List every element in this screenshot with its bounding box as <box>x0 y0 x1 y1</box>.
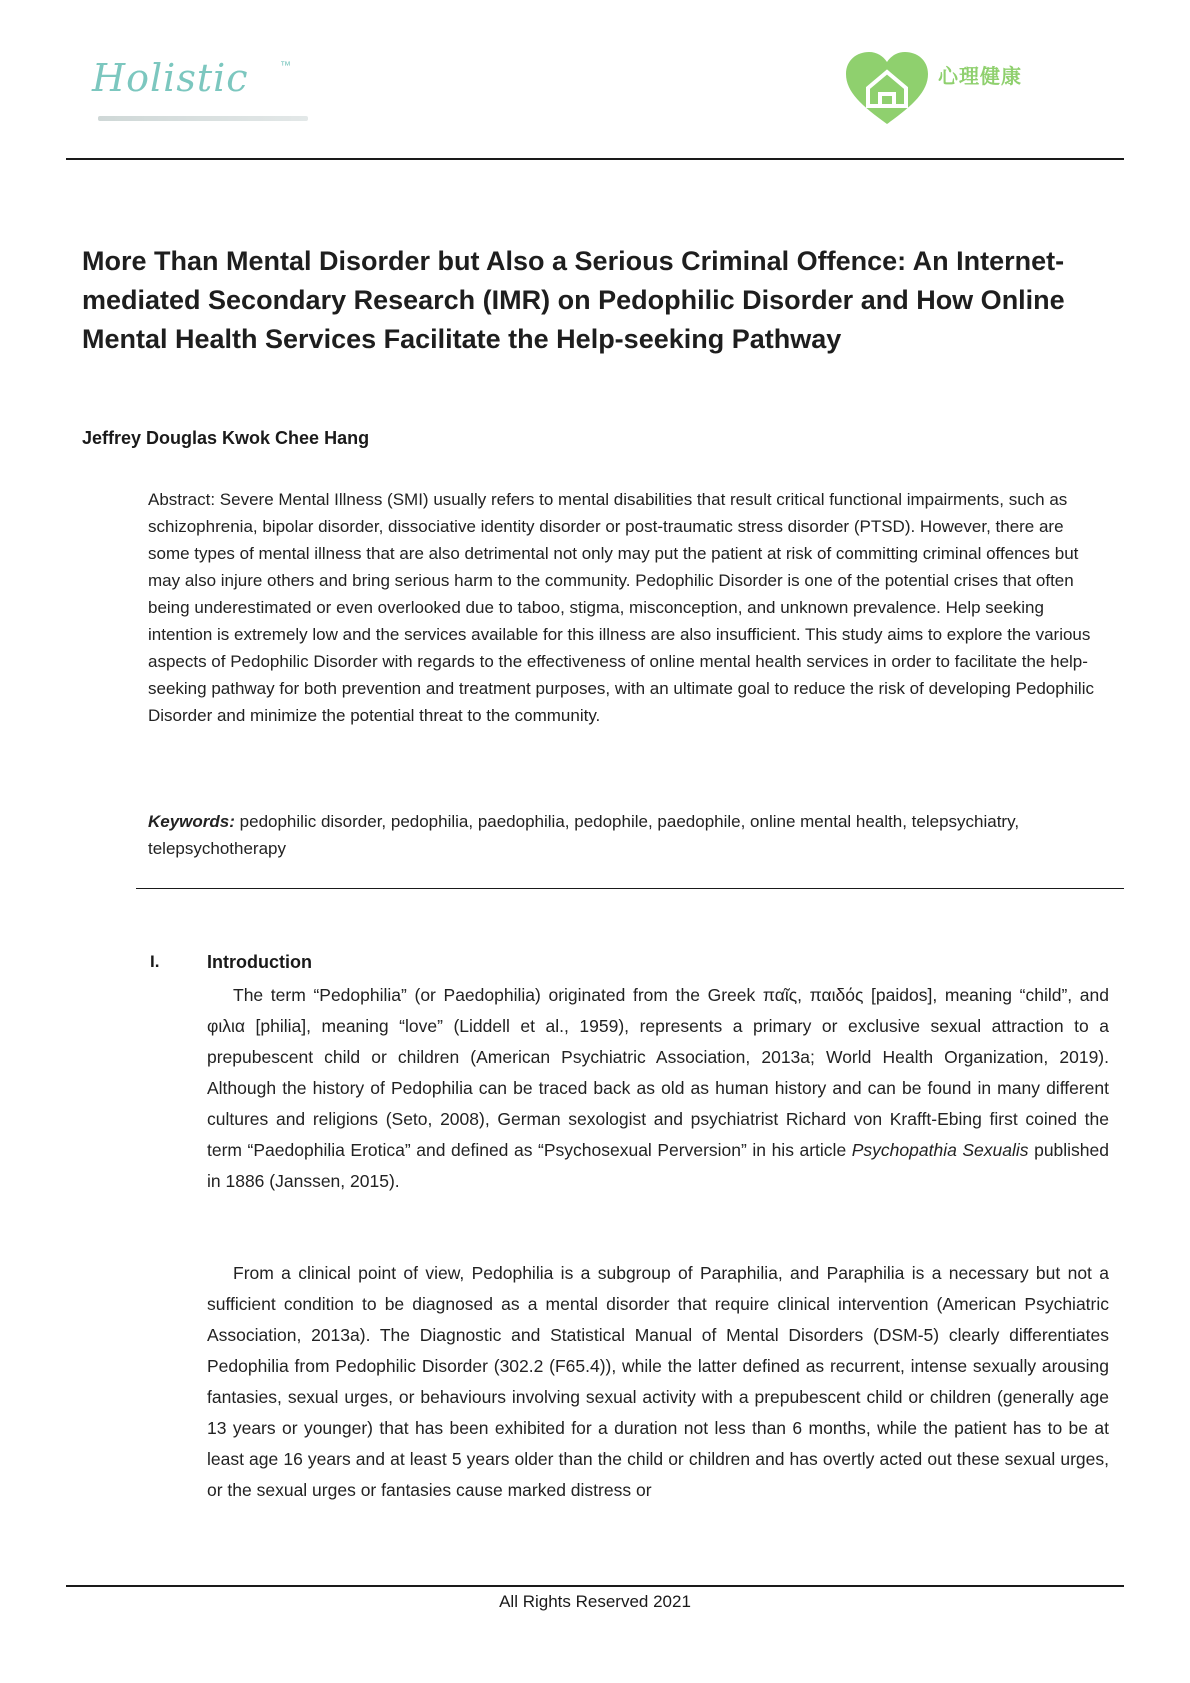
section-heading: Introduction <box>207 952 312 972</box>
footer-copyright: All Rights Reserved 2021 <box>499 1592 691 1611</box>
paragraph-1-italic-title: Psychopathia Sexualis <box>851 1140 1029 1160</box>
section-number: I. <box>150 952 160 971</box>
paper-author: Jeffrey Douglas Kwok Chee Hang <box>82 428 370 448</box>
header-divider <box>66 158 1124 160</box>
keywords <box>148 808 1078 862</box>
paragraph-1-text-a: The term “Pedophilia” (or Paedophilia) originated from the Greek παῖς, παιδός [paidos], meaning “child”, and φιλια [philia], meaning “love” (Liddell et al., 1959), represents a primary or exclusive sexual attraction to a prepubescent child or children (American Psychiatric Association, 2013a; World Health Organization, 2019). Although the history of Pedophilia can be traced back as old as human history and can be found in many different cultures and religions (Seto, 2008), German sexologist and psychiatrist Richard von Krafft-Ebing first coined the term “Paedophilia Erotica” and defined as “Psychosexual Perversion” in his article <box>207 985 1109 1160</box>
page-header <box>0 0 1190 160</box>
keywords-label: Keywords: <box>148 812 235 831</box>
holistic-logo <box>92 56 322 126</box>
partner-logo <box>842 48 1102 128</box>
paragraph-1-text-b: published in 1886 (Janssen, 2015). <box>207 1140 1110 1191</box>
holistic-logo-script: Holistic <box>92 56 249 100</box>
body-paragraph-1 <box>207 980 1109 1197</box>
partner-logo-name: 心理健康 <box>938 66 1022 88</box>
logo-tagline-bar <box>98 116 308 121</box>
keywords-list: pedophilic disorder, pedophilia, paedophilia, pedophile, paedophile, online mental health, telepsychiatry, telepsychotherapy <box>148 812 1020 858</box>
paper-title: More Than Mental Disorder but Also a Serious Criminal Offence: An Internet-mediated Secondary Research (IMR) on Pedophilic Disorder and How Online Mental Health Services Facilitate the Help-seeking Pathway <box>82 246 1065 354</box>
footer-divider <box>66 1585 1124 1587</box>
trademark-mark: ™ <box>280 60 291 72</box>
abstract-divider <box>136 888 1124 889</box>
body-paragraph-2: From a clinical point of view, Pedophilia is a subgroup of Paraphilia, and Paraphilia is a necessary but not a sufficient condition to be diagnosed as a mental disorder that require clinical intervention (American Psychiatric Association, 2013a). The Diagnostic and Statistical Manual of Mental Disorders (DSM-5) clearly differentiates Pedophilia from Pedophilic Disorder (302.2 (F65.4)), while the latter defined as recurrent, intense sexually arousing fantasies, sexual urges, or behaviours involving sexual activity with a prepubescent child or children (generally age 13 years or younger) that has been exhibited for a duration not less than 6 months, while the patient has to be at least age 16 years and at least 5 years older than the child or children and has overtly acted out these sexual urges, or the sexual urges or fantasies cause marked distress or <box>207 1263 1109 1500</box>
abstract-text: Abstract: Severe Mental Illness (SMI) usually refers to mental disabilities that result critical functional impairments, such as schizophrenia, bipolar disorder, dissociative identity disorder or post-traumatic stress disorder (PTSD). However, there are some types of mental illness that are also detrimental not only may put the patient at risk of committing criminal offences but may also injure others and bring serious harm to the community. Pedophilic Disorder is one of the potential crises that often being underestimated or even overlooked due to taboo, stigma, misconception, and unknown prevalence. Help seeking intention is extremely low and the services available for this illness are also insufficient. This study aims to explore the various aspects of Pedophilic Disorder with regards to the effectiveness of online mental health services in order to facilitate the help-seeking pathway for both prevention and treatment purposes, with an ultimate goal to reduce the risk of developing Pedophilic Disorder and minimize the potential threat to the community. <box>148 490 1094 725</box>
heart-house-icon <box>842 48 932 128</box>
